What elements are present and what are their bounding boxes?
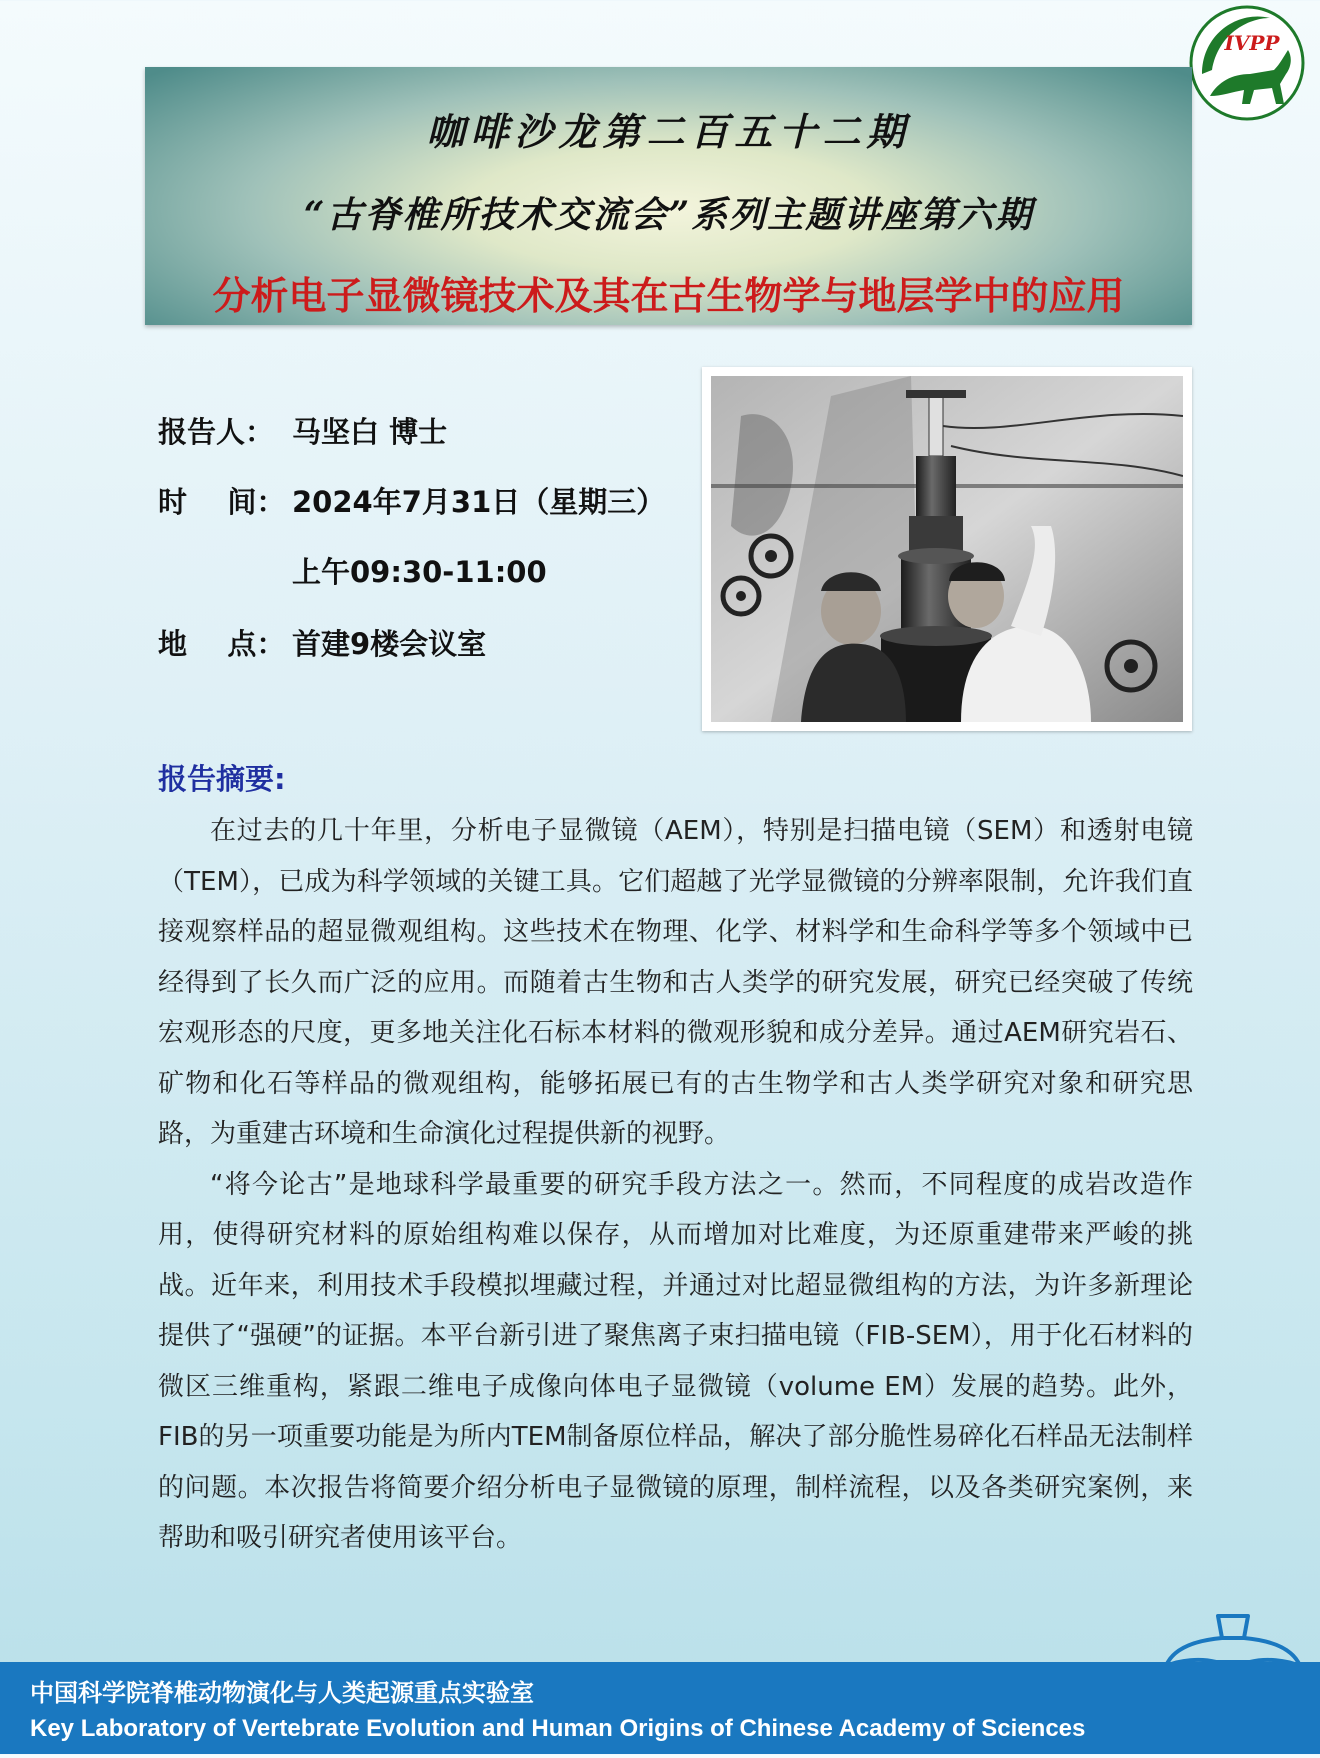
speaker-label: 报告人： <box>158 415 275 449</box>
lecture-title: 分析电子显微镜技术及其在古生物学与地层学中的应用 <box>212 274 1125 318</box>
speaker-value: 马坚白 博士 <box>292 415 448 449</box>
footer-lab-name-en: Key Laboratory of Vertebrate Evolution and Human Origins of Chinese Academy of Sciences <box>30 1715 1086 1742</box>
electron-microscope-photo <box>711 376 1183 722</box>
logo-text: IVPP <box>1224 31 1280 55</box>
time-label: 时 间： <box>158 485 286 519</box>
header-banner <box>145 67 1192 325</box>
place-label: 地 点： <box>158 627 286 661</box>
time-value-hours: 上午09:30-11:00 <box>292 555 547 589</box>
abstract-title: 报告摘要: <box>158 762 286 796</box>
salon-issue-title: 咖啡沙龙第二百五十二期 <box>426 109 911 154</box>
footer-bar <box>0 1662 1320 1754</box>
series-title: “古脊椎所技术交流会”系列主题讲座第六期 <box>303 194 1034 236</box>
time-value: 2024年7月31日（星期三） <box>292 485 666 519</box>
footer-lab-name-cn: 中国科学院脊椎动物演化与人类起源重点实验室 <box>30 1678 534 1707</box>
photo-frame <box>702 367 1192 731</box>
dinosaur-logo-icon <box>1188 4 1306 122</box>
place-value: 首建9楼会议室 <box>292 627 487 661</box>
abstract-body <box>158 806 1193 1564</box>
abstract-paragraph-2: “将今论古”是地球科学最重要的研究手段方法之一。然而，不同程度的成岩改造作用，使得研究材料的原始组构难以保存，从而增加对比难度，为还原重建带来严峻的挑战。近年来，利用技术手段模拟埋藏过程，并通过对比超显微组构的方法，为许多新理论提供了“强硬”的证据。本平台新引进了聚焦离子束扫描电镜（FIB-SEM），用于化石材料的微区三维重构，紧跟二维电子成像向体电子显微镜（volume EM）发展的趋势。此外，FIB的另一项重要功能是为所内TEM制备原位样品，解决了部分脆性易碎化石样品无法制样的问题。本次报告将简要介绍分析电子显微镜的原理，制样流程，以及各类研究案例，来帮助和吸引研究者使用该平台。 <box>158 1169 1193 1553</box>
abstract-paragraph-1: 在过去的几十年里，分析电子显微镜（AEM），特别是扫描电镜（SEM）和透射电镜（TEM），已成为科学领域的关键工具。它们超越了光学显微镜的分辨率限制，允许我们直接观察样品的超显微观组构。这些技术在物理、化学、材料学和生命科学等多个领域中已经得到了长久而广泛的应用。而随着古生物和古人类学的研究发展，研究已经突破了传统宏观形态的尺度，更多地关注化石标本材料的微观形貌和成分差异。通过AEM研究岩石、矿物和化石等样品的微观组构，能够拓展已有的古生物学和古人类学研究对象和研究思路，为重建古环境和生命演化过程提供新的视野。 <box>158 816 1193 1149</box>
